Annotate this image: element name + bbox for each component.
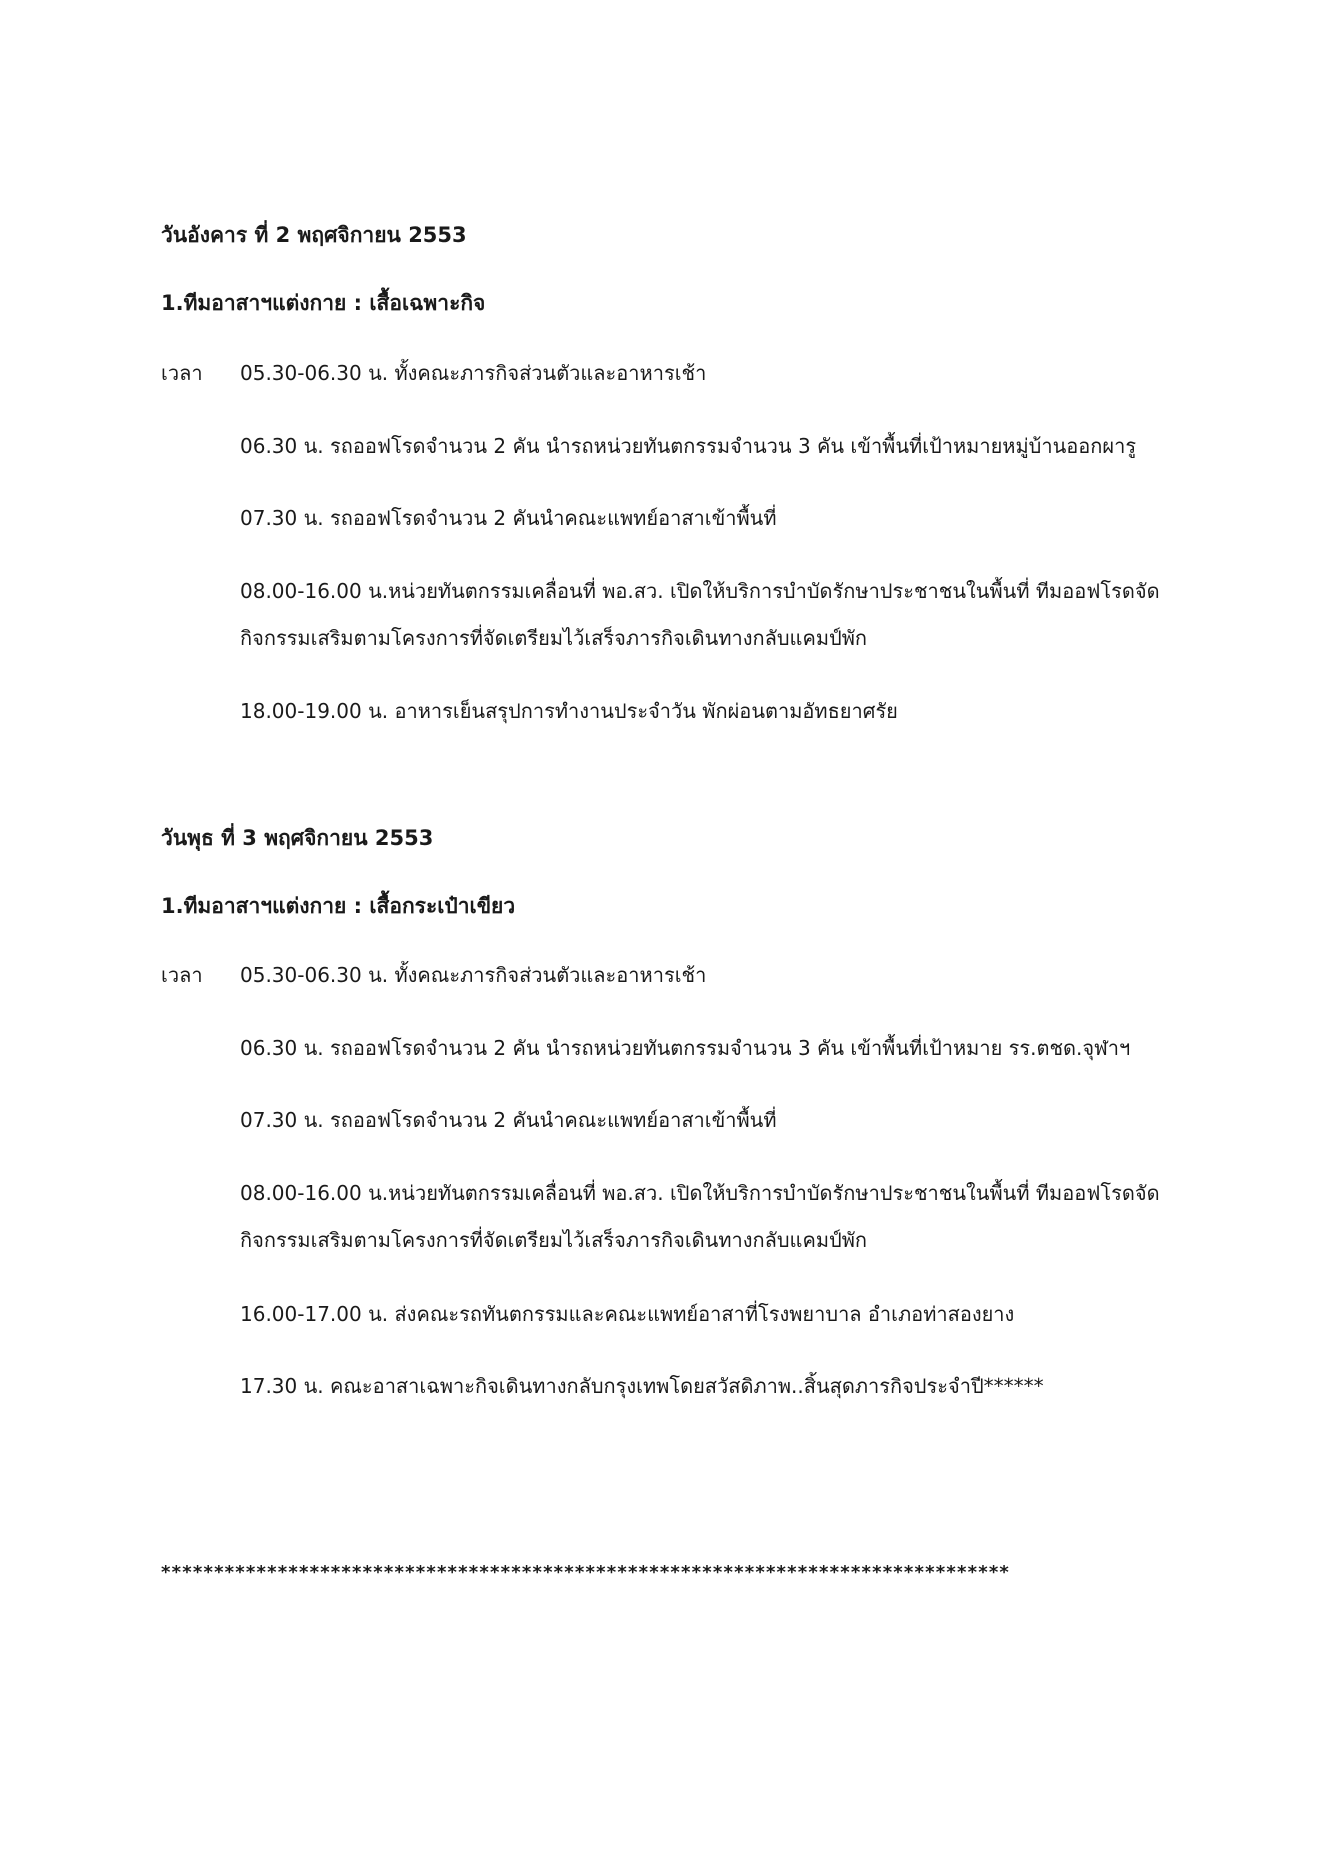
day1-time-label: เวลา: [161, 361, 203, 385]
day1-heading: วันอังคาร ที่ 2 พฤศจิกายน 2553: [161, 223, 467, 247]
day1-entry-1: 05.30-06.30 น. ทั้งคณะภารกิจส่วนตัวและอาหารเช้า: [240, 361, 707, 385]
day1-entry-4: 08.00-16.00 น.หน่วยทันตกรรมเคลื่อนที่ พอ.สว. เปิดให้บริการบำบัดรักษาประชาชนในพื้นที่ ทีมออฟโรดจัด: [240, 579, 1160, 603]
day2-entry-4: 08.00-16.00 น.หน่วยทันตกรรมเคลื่อนที่ พอ.สว. เปิดให้บริการบำบัดรักษาประชาชนในพื้นที่ ทีมออฟโรดจัด: [240, 1181, 1160, 1205]
day2-entry-1: 05.30-06.30 น. ทั้งคณะภารกิจส่วนตัวและอาหารเช้า: [240, 963, 707, 987]
day2-entry-4-cont: กิจกรรมเสริมตามโครงการที่จัดเตรียมไว้เสร็จภารกิจเดินทางกลับแคมป์พัก: [240, 1228, 868, 1252]
day1-entry-4-cont: กิจกรรมเสริมตามโครงการที่จัดเตรียมไว้เสร็จภารกิจเดินทางกลับแคมป์พัก: [240, 626, 868, 650]
day1-entry-3: 07.30 น. รถออฟโรดจำนวน 2 คันนำคณะแพทย์อาสาเข้าพื้นที่: [240, 506, 777, 530]
day2-entry-3: 07.30 น. รถออฟโรดจำนวน 2 คันนำคณะแพทย์อาสาเข้าพื้นที่: [240, 1108, 777, 1132]
day1-entry-2: 06.30 น. รถออฟโรดจำนวน 2 คัน นำรถหน่วยทันตกรรมจำนวน 3 คัน เข้าพื้นที่เป้าหมายหมู่บ้านออกผารู: [240, 434, 1137, 458]
day1-entry-5: 18.00-19.00 น. อาหารเย็นสรุปการทำงานประจำวัน พักผ่อนตามอัทธยาศรัย: [240, 699, 898, 723]
asterisk-divider: ********************************************************************************: [161, 1562, 1011, 1583]
day2-time-label: เวลา: [161, 963, 203, 987]
day2-entry-2: 06.30 น. รถออฟโรดจำนวน 2 คัน นำรถหน่วยทันตกรรมจำนวน 3 คัน เข้าพื้นที่เป้าหมาย รร.ตชด.จุฬาฯ: [240, 1036, 1131, 1060]
day2-entry-6: 17.30 น. คณะอาสาเฉพาะกิจเดินทางกลับกรุงเทพโดยสวัสดิภาพ..สิ้นสุดภารกิจประจำปี******: [240, 1374, 1044, 1398]
day1-team-heading: 1.ทีมอาสาฯแต่งกาย : เสื้อเฉพาะกิจ: [161, 291, 486, 315]
day2-entry-5: 16.00-17.00 น. ส่งคณะรถทันตกรรมและคณะแพทย์อาสาที่โรงพยาบาล อำเภอท่าสองยาง: [240, 1302, 1015, 1326]
day2-heading: วันพุธ ที่ 3 พฤศจิกายน 2553: [161, 826, 434, 850]
day2-team-heading: 1.ทีมอาสาฯแต่งกาย : เสื้อกระเป๋าเขียว: [161, 894, 516, 918]
